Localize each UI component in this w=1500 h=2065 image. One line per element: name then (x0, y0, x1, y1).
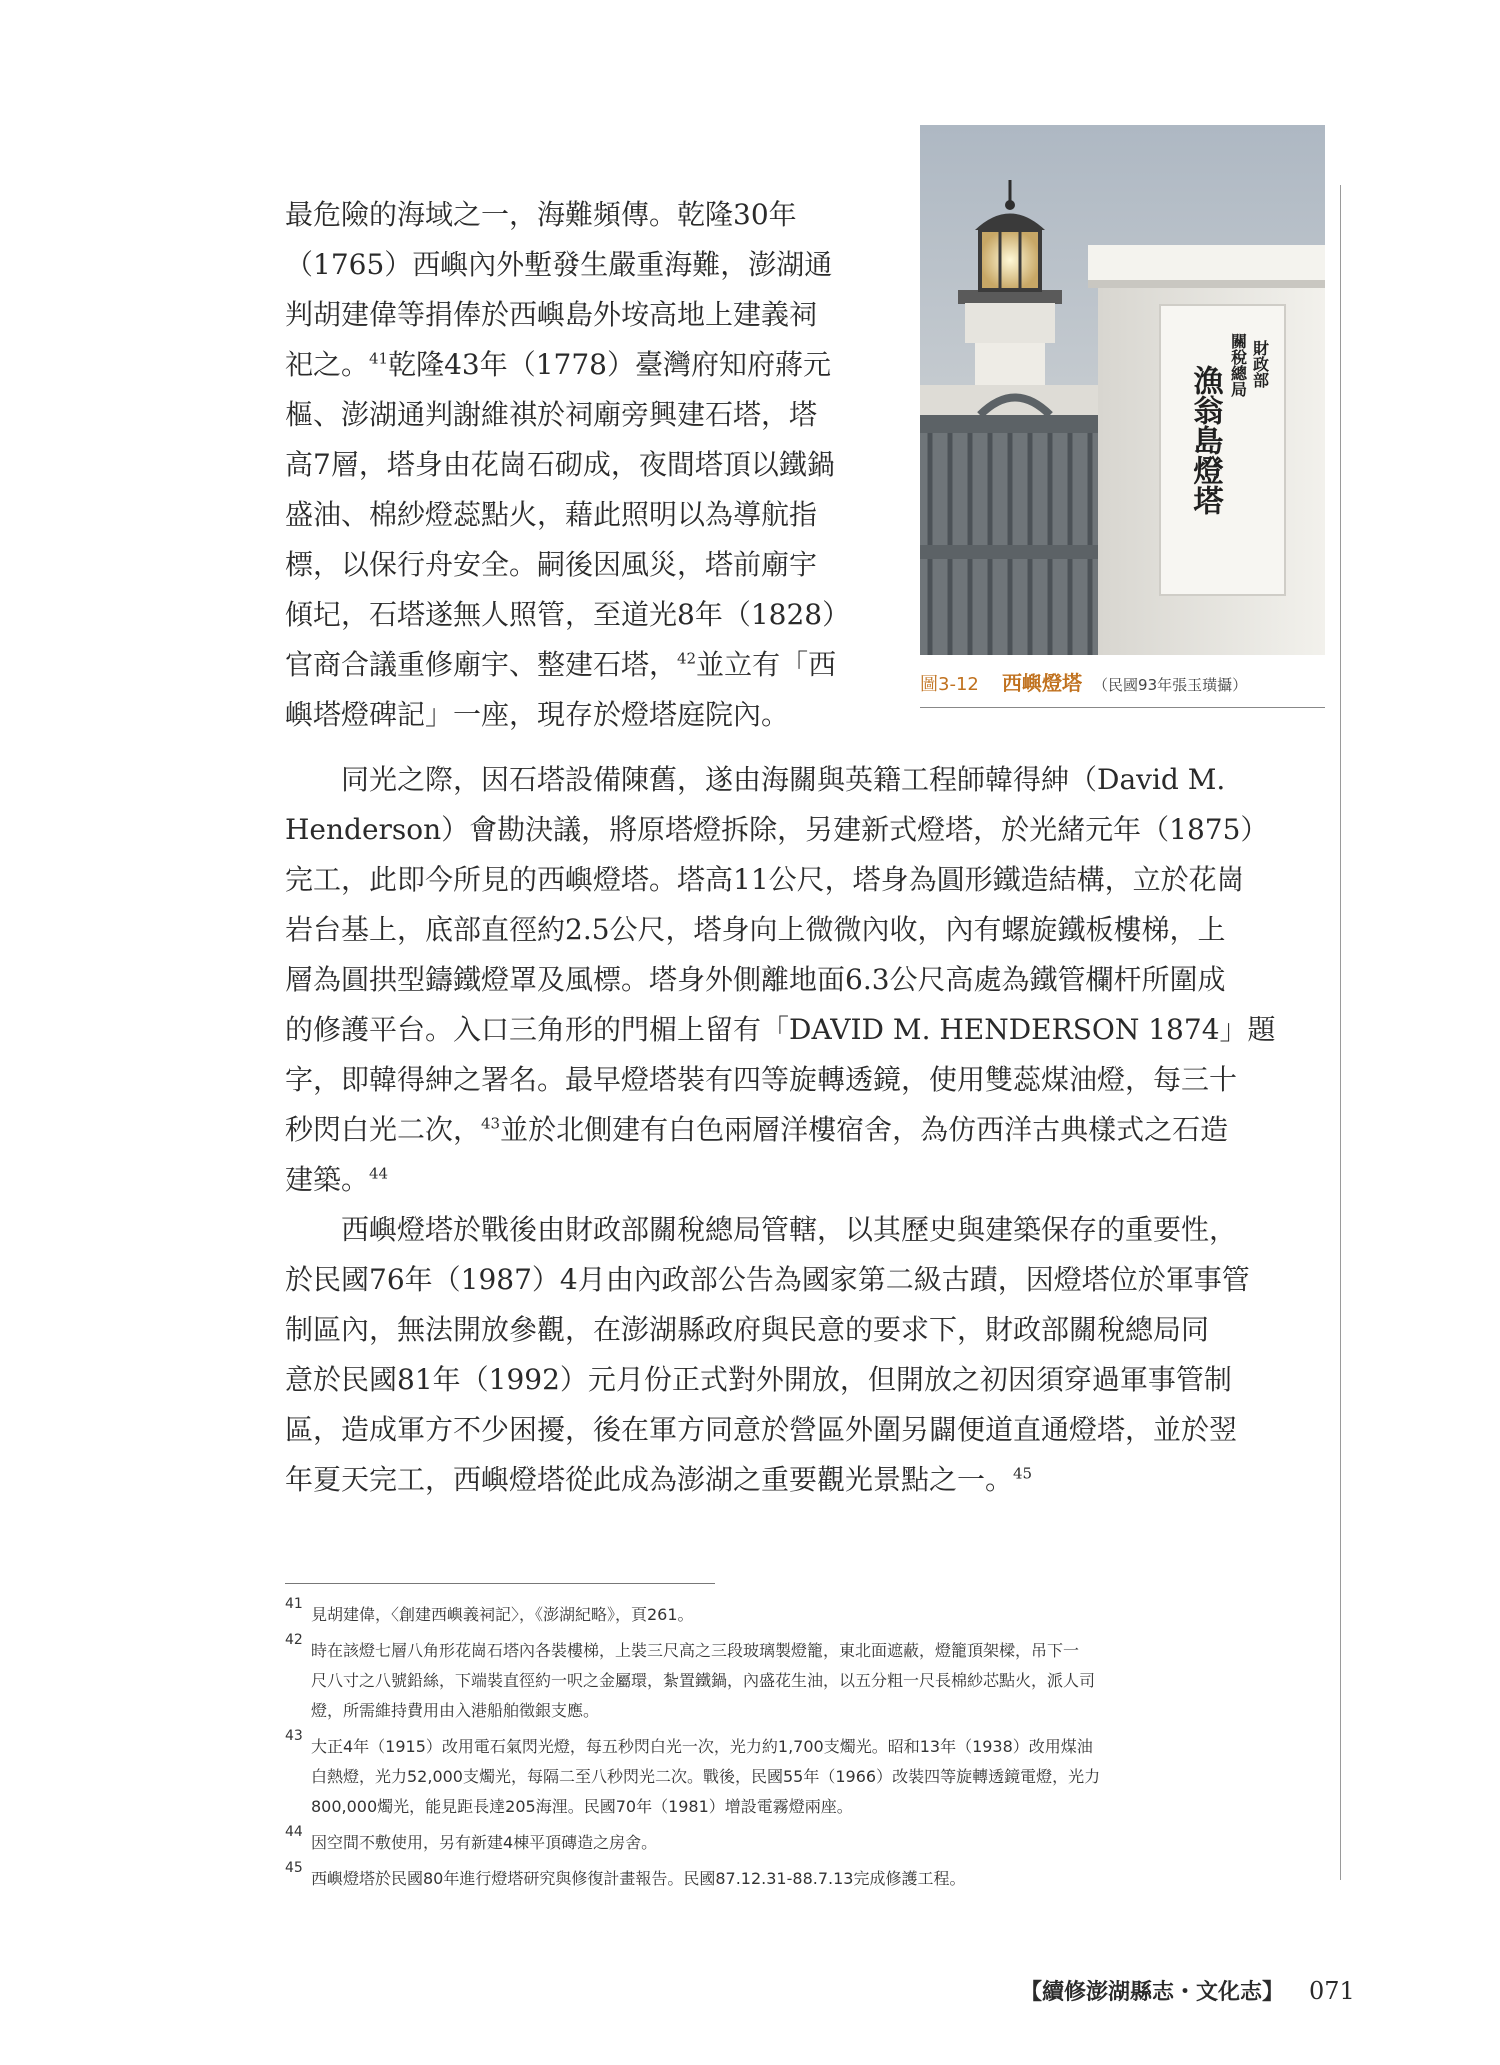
footnote-line: 尺八寸之八號鉛絲，下端裝直徑約一呎之金屬環，紮置鐵鍋，內盛花生油，以五分粗一尺長棉紗芯點火，派人司 (311, 1671, 1096, 1690)
footnote-rule (285, 1583, 715, 1584)
body-line: 岩台基上，底部直徑約2.5公尺，塔身向上微微內收，內有螺旋鐵板樓梯，上 (285, 913, 1226, 946)
book-title: 【續修澎湖縣志・文化志】 (1020, 1979, 1285, 2005)
footnote-mark: 44 (285, 1824, 303, 1840)
footnote-line: 西嶼燈塔於民國80年進行燈塔研究與修復計畫報告。民國87.12.31-88.7.13完成修護工程。 (311, 1869, 966, 1888)
footnote-44 (285, 1824, 1335, 1858)
footnote-ref: 43 (481, 1114, 501, 1133)
body-line: 意於民國81年（1992）元月份正式對外開放，但開放之初因須穿過軍事管制 (285, 1363, 1232, 1396)
footnote-mark: 45 (285, 1860, 303, 1876)
intro-line (285, 340, 885, 390)
intro-line: （1765）西嶼內外塹發生嚴重海難，澎湖通 (285, 248, 833, 281)
footnote-ref: 45 (1013, 1464, 1033, 1483)
sign-col-2: 關稅總局 (1228, 333, 1248, 397)
footnote-line: 800,000燭光，能見距長達205海浬。民國70年（1981）增設電霧燈兩座。 (311, 1797, 853, 1816)
text-run: 建築。 (285, 1163, 370, 1196)
body-line: 字，即韓得紳之署名。最早燈塔裝有四等旋轉透鏡，使用雙蕊煤油燈，每三十 (285, 1063, 1238, 1096)
intro-line: 標，以保行舟安全。嗣後因風災，塔前廟宇 (285, 548, 818, 581)
footnote-41 (285, 1596, 1335, 1630)
figure-title: 西嶼燈塔 (1001, 671, 1082, 695)
sign-col-3: 漁翁島燈塔 (1187, 365, 1223, 515)
page-number: 071 (1309, 1977, 1355, 2005)
body-line (285, 1455, 1325, 1505)
text-run: 官商合議重修廟宇、整建石塔， (285, 648, 678, 681)
footnote-43 (285, 1728, 1335, 1822)
intro-paragraph (285, 190, 885, 740)
footnote-ref: 41 (369, 349, 389, 368)
body-line: 西嶼燈塔於戰後由財政部關稅總局管轄，以其歷史與建築保存的重要性， (285, 1213, 1238, 1246)
footnote-ref: 44 (369, 1164, 389, 1183)
footnote-mark: 43 (285, 1728, 303, 1744)
intro-line: 最危險的海域之一，海難頻傳。乾隆30年 (285, 198, 797, 231)
text-run: 年夏天完工，西嶼燈塔從此成為澎湖之重要觀光景點之一。 (285, 1463, 1014, 1496)
text-run: 秒閃白光二次， (285, 1113, 482, 1146)
figure-caption (920, 669, 1325, 697)
footnote-45 (285, 1860, 1335, 1894)
text-run: 並於北側建有白色兩層洋樓宿舍，為仿西洋古典樣式之石造 (500, 1113, 1229, 1146)
text-run: 祀之。 (285, 348, 370, 381)
footnote-line: 燈，所需維持費用由入港船舶徵銀支應。 (311, 1701, 600, 1720)
body-line: 制區內，無法開放參觀，在澎湖縣政府與民意的要求下，財政部關稅總局同 (285, 1313, 1210, 1346)
intro-line (285, 640, 885, 690)
body-line: 層為圓拱型鑄鐵燈罩及風標。塔身外側離地面6.3公尺高處為鐵管欄杆所圍成 (285, 963, 1226, 996)
footnotes (285, 1596, 1335, 1900)
body-paragraphs (285, 755, 1325, 1505)
footnote-mark: 42 (285, 1632, 303, 1648)
body-line: 區，造成軍方不少困擾，後在軍方同意於營區外圍另闢便道直通燈塔，並於翌 (285, 1413, 1238, 1446)
body-line (285, 1105, 1325, 1155)
body-line: 的修護平台。入口三角形的門楣上留有「DAVID M. HENDERSON 1874」題 (285, 1013, 1276, 1046)
footnote-line: 見胡建偉，〈創建西嶼義祠記〉，《澎湖紀略》，頁261。 (311, 1605, 694, 1624)
footnote-mark: 41 (285, 1596, 303, 1612)
figure-3-12 (920, 125, 1325, 708)
body-line: Henderson）會勘決議，將原塔燈拆除，另建新式燈塔，於光緒元年（1875） (285, 813, 1269, 846)
body-line (285, 1155, 1325, 1205)
intro-line: 盛油、棉紗燈蕊點火，藉此照明以為導航指 (285, 498, 818, 531)
body-line: 完工，此即今所見的西嶼燈塔。塔高11公尺，塔身為圓形鐵造結構，立於花崗 (285, 863, 1245, 896)
text-run: 乾隆43年（1778）臺灣府知府蔣元 (388, 348, 831, 381)
caption-rule (920, 707, 1325, 708)
sign-col-1: 財政部 (1250, 340, 1270, 388)
margin-rule (1340, 185, 1341, 1880)
intro-line: 高7層，塔身由花崗石砌成，夜間塔頂以鐵鍋 (285, 448, 835, 481)
figure-credit: （民國93年張玉璜攝） (1093, 676, 1248, 694)
body-line: 同光之際，因石塔設備陳舊，遂由海關與英籍工程師韓得紳（David M. (285, 763, 1226, 796)
text-run: 並立有「西 (696, 648, 837, 681)
footnote-line: 白熱燈，光力52,000支燭光，每隔二至八秒閃光二次。戰後，民國55年（1966）改裝四等旋轉透鏡電燈，光力 (311, 1767, 1101, 1786)
footnote-ref: 42 (677, 649, 697, 668)
lighthouse-photo (920, 125, 1325, 655)
intro-line: 判胡建偉等捐俸於西嶼島外垵高地上建義祠 (285, 298, 818, 331)
running-footer (1020, 1975, 1355, 2006)
footnote-line: 因空間不敷使用，另有新建4棟平頂磚造之房舍。 (311, 1833, 658, 1852)
intro-line: 嶼塔燈碑記」一座，現存於燈塔庭院內。 (285, 698, 790, 731)
intro-line: 傾圮，石塔遂無人照管，至道光8年（1828） (285, 598, 851, 631)
footnote-line: 時在該燈七層八角形花崗石塔內各裝樓梯，上裝三尺高之三段玻璃製燈籠，東北面遮蔽，燈籠頂架樑，吊下一 (311, 1641, 1080, 1660)
footnote-42 (285, 1632, 1335, 1726)
figure-number: 圖3-12 (920, 674, 979, 695)
body-line: 於民國76年（1987）4月由內政部公告為國家第二級古蹟，因燈塔位於軍事管 (285, 1263, 1250, 1296)
footnote-line: 大正4年（1915）改用電石氣閃光燈，每五秒閃白光一次，光力約1,700支燭光。昭和13年（1938）改用煤油 (311, 1737, 1093, 1756)
intro-line: 樞、澎湖通判謝維祺於祠廟旁興建石塔，塔 (285, 398, 818, 431)
